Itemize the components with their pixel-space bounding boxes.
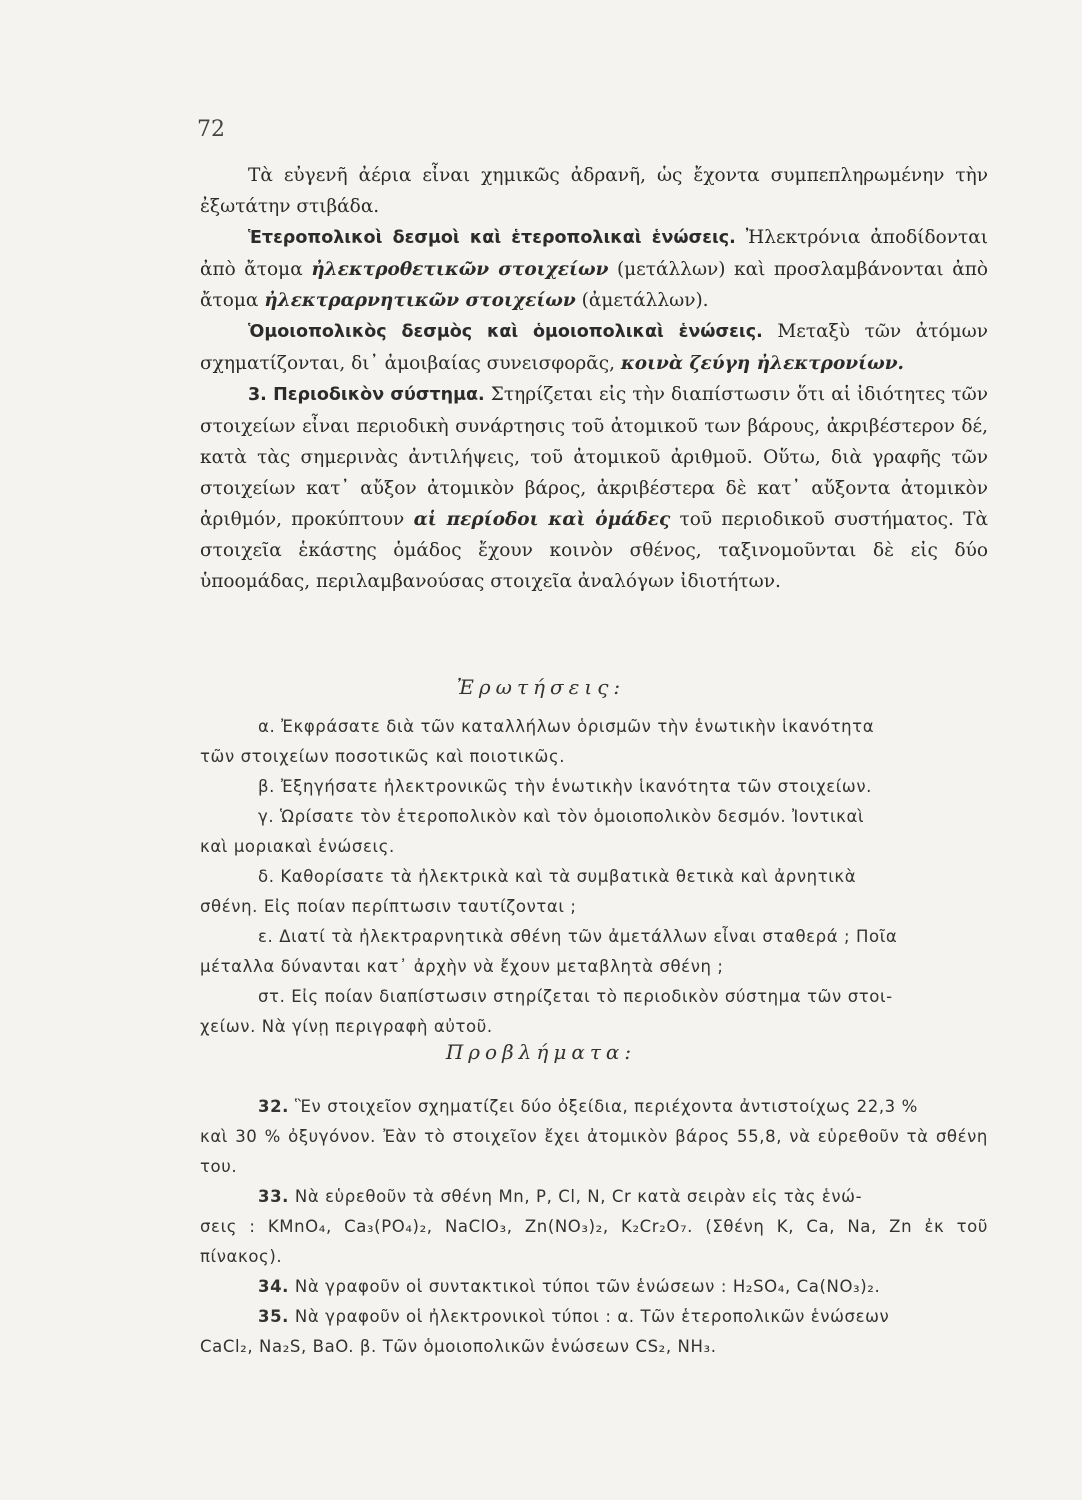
questions-heading: Ἐρωτήσεις: (456, 675, 626, 699)
text-span: (μετάλλων) καὶ προσλαμβάνονται ἀπὸ ἄτομα (200, 259, 988, 311)
paragraph-heteropolar (200, 222, 988, 316)
question-text: γ. Ὡρίσατε τὸν ἑτεροπολικὸν καὶ τὸν ὁμοιοπολικὸν δεσμόν. Ἰοντικαὶ (258, 807, 865, 826)
problem-text: Νὰ γραφοῦν οἱ ἠλεκτρονικοὶ τύποι : α. Τῶν ἑτεροπολικῶν ἑνώσεων (289, 1307, 890, 1326)
question-item (258, 922, 988, 952)
questions-list (200, 712, 988, 1042)
problem-continuation: CaCl₂, Na₂S, BaO. β. Τῶν ὁμοιοπολικῶν ἑνώσεων CS₂, NH₃. (200, 1337, 717, 1356)
paragraph-periodic (200, 379, 988, 597)
problem-number: 34. (258, 1277, 290, 1296)
page-number: 72 (197, 117, 225, 142)
question-text: δ. Καθορίσατε τὰ ἠλεκτρικὰ καὶ τὰ συμβατικὰ θετικὰ καὶ ἀρνητικὰ (258, 867, 857, 886)
problem-text: Ἓν στοιχεῖον σχηματίζει δύο ὀξείδια, περιέχοντα ἀντιστοίχως 22,3 % (289, 1097, 918, 1116)
problem-text: Νὰ εὑρεθοῦν τὰ σθένη Mn, P, Cl, N, Cr κατὰ σειρὰν εἰς τὰς ἑνώ- (289, 1187, 863, 1206)
emphasis-span: αἱ περίοδοι καὶ ὁμάδες (413, 509, 671, 530)
problem-continuation: σεις : KMnO₄, Ca₃(PO₄)₂, NaClO₃, Zn(NO₃)₂, K₂Cr₂O₇. (Σθένη K, Ca, Na, Zn ἐκ τοῦ πίνακος). (200, 1217, 988, 1266)
problem-item (258, 1302, 988, 1332)
text-span: Μεταξὺ τῶν ἀτόμων σχηματίζονται, δι᾿ ἀμοιβαίας συνεισφορᾶς, (200, 321, 988, 374)
problem-item (258, 1092, 988, 1122)
question-continuation: σθένη. Εἰς ποίαν περίπτωσιν ταυτίζονται ; (200, 897, 577, 916)
question-continuation: μέταλλα δύνανται κατ᾿ ἀρχὴν νὰ ἔχουν μεταβλητὰ σθένη ; (200, 957, 724, 976)
problem-number: 33. (258, 1187, 290, 1206)
question-text: β. Ἐξηγήσατε ἠλεκτρονικῶς τὴν ἑνωτικὴν ἱκανότητα τῶν στοιχείων. (258, 777, 873, 796)
paragraph-noble-gases: Τὰ εὐγενῆ ἀέρια εἶναι χημικῶς ἀδρανῆ, ὡς ἔχοντα συμπεπληρωμένην τὴν ἐξωτάτην στιβάδα. (200, 165, 988, 217)
question-continuation: χείων. Νὰ γίνῃ περιγραφὴ αὐτοῦ. (200, 1017, 493, 1036)
question-item (258, 772, 988, 802)
emphasis-span: κοινὰ ζεύγη ἠλεκτρονίων. (620, 353, 904, 374)
emphasis-span: ἠλεκτροθετικῶν στοιχείων (311, 259, 609, 280)
heading-periodic: 3. Περιοδικὸν σύστημα. (248, 385, 485, 405)
paragraph-homopolar (200, 316, 988, 379)
text-span: Ἠλεκτρόνια ἀποδίδονται ἀπὸ ἄτομα (200, 227, 989, 280)
question-item (258, 982, 988, 1012)
body-text (200, 160, 988, 597)
problem-number: 35. (258, 1307, 290, 1326)
problem-continuation: καὶ 30 % ὀξυγόνον. Ἐὰν τὸ στοιχεῖον ἔχει ἀτομικὸν βάρος 55,8, νὰ εὑρεθοῦν τὰ σθένη του. (200, 1127, 988, 1176)
question-text: α. Ἐκφράσατε διὰ τῶν καταλλήλων ὁρισμῶν τὴν ἑνωτικὴν ἱκανότητα (258, 717, 875, 736)
emphasis-span: ἠλεκτραρνητικῶν στοιχείων (264, 290, 576, 311)
problem-item (258, 1182, 988, 1212)
text-span: τοῦ περιοδικοῦ συστήματος. Τὰ στοιχεῖα ἑκάστης ὁμάδος ἔχουν κοινὸν σθένος, ταξινομοῦνται δὲ εἰς δύο ὑποομάδας, περιλαμβανούσας στοιχεῖα ἀναλόγων ἰδιοτήτων. (200, 509, 988, 592)
question-text: ε. Διατί τὰ ἠλεκτραρνητικὰ σθένη τῶν ἀμετάλλων εἶναι σταθερά ; Ποῖα (258, 927, 898, 946)
text-span: Στηρίζεται εἰς τὴν διαπίστωσιν ὅτι αἱ ἰδιότητες τῶν στοιχείων εἶναι περιοδικὴ συνάρτησις τοῦ ἀτομικοῦ των βάρους, ἀκριβέστερον δέ, κατὰ τὰς σημερινὰς ἀντιλήψεις, τοῦ ἀτομικοῦ ἀριθμοῦ. Οὕτω, διὰ γραφῆς τῶν στοιχείων κατ᾿ αὔξον ἀτομικὸν βάρος, ἀκριβέστερα δὲ κατ᾿ αὔξοντα ἀτομικὸν ἀριθμόν, προκύπτουν (200, 384, 988, 530)
question-text: στ. Εἰς ποίαν διαπίστωσιν στηρίζεται τὸ περιοδικὸν σύστημα τῶν στοι- (258, 987, 893, 1006)
heading-heteropolar: Ἑτεροπολικοὶ δεσμοὶ καὶ ἑτεροπολικαὶ ἑνώσεις. (248, 228, 736, 248)
question-continuation: καὶ μοριακαὶ ἑνώσεις. (200, 837, 395, 856)
heading-homopolar: Ὁμοιοπολικὸς δεσμὸς καὶ ὁμοιοπολικαὶ ἑνώσεις. (248, 322, 763, 342)
question-item (258, 862, 988, 892)
question-item (258, 712, 988, 742)
problem-item (258, 1272, 988, 1302)
problems-heading: Προβλήματα: (445, 1040, 637, 1064)
text-span: (ἀμετάλλων). (575, 290, 709, 311)
problem-text: Νὰ γραφοῦν οἱ συντακτικοὶ τύποι τῶν ἑνώσεων : H₂SO₄, Ca(NO₃)₂. (289, 1277, 881, 1296)
problem-number: 32. (258, 1097, 290, 1116)
problems-list (200, 1092, 988, 1362)
question-continuation: τῶν στοιχείων ποσοτικῶς καὶ ποιοτικῶς. (200, 747, 566, 766)
question-item (258, 802, 988, 832)
